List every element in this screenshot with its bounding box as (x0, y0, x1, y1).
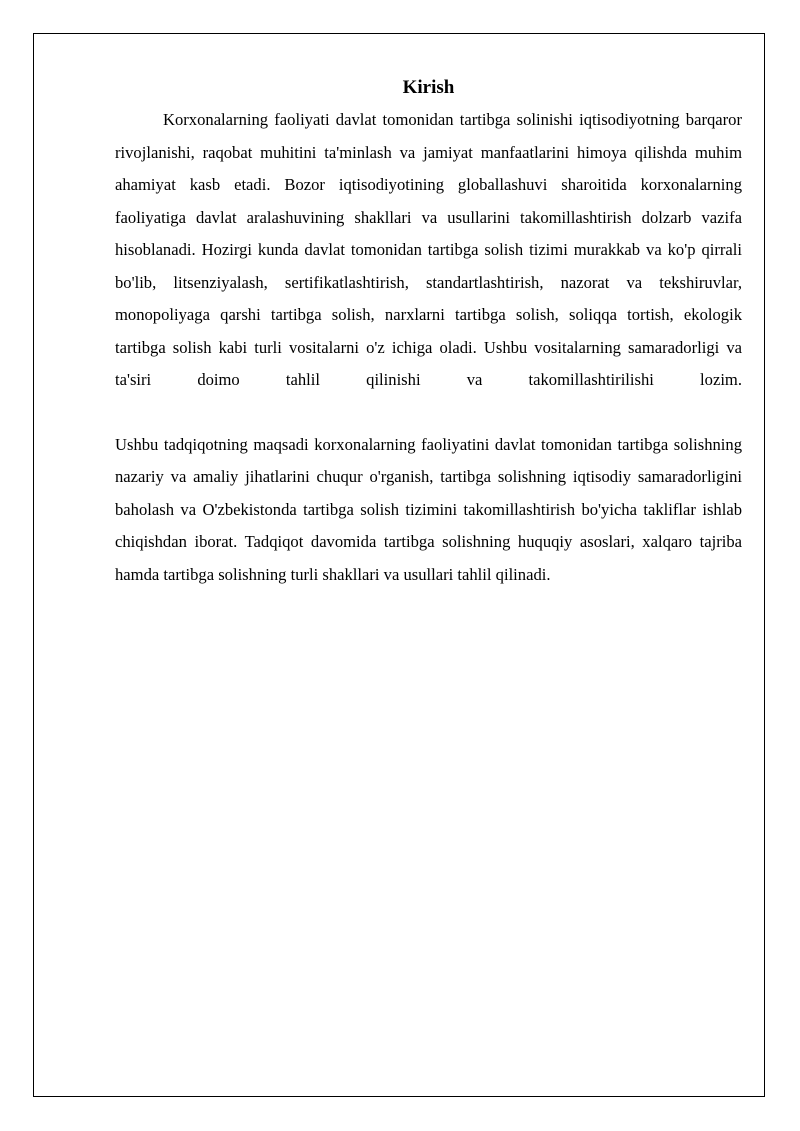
document-body (115, 72, 742, 591)
paragraph-gap (115, 397, 742, 429)
paragraph-intro: Korxonalarning faoliyati davlat tomonidan tartibga solinishi iqtisodiyotning barqaror rivojlanishi, raqobat muhitini ta'minlash va jamiyat manfaatlarini himoya qilishda muhim ahamiyat kasb etadi. Bozor iqtisodiyotining globallashuvi sharoitida korxonalarning faoliyatiga davlat aralashuvining shakllari va usullarini takomillashtirish dolzarb vazifa hisoblanadi. Hozirgi kunda davlat tomonidan tartibga solish tizimi murakkab va ko'p qirrali bo'lib, litsenziyalash, sertifikatlashtirish, standartlashtirish, nazorat va tekshiruvlar, monopoliyaga qarshi tartibga solish, narxlarni tartibga solish, soliqqa tortish, ekologik tartibga solish kabi turli vositalarni o'z ichiga oladi. Ushbu vositalarning samaradorligi va ta'siri doimo tahlil qilinishi va takomillashtirilishi lozim. (115, 110, 742, 389)
paragraph-aim: Ushbu tadqiqotning maqsadi korxonalarning faoliyatini davlat tomonidan tartibga solishning nazariy va amaliy jihatlarini chuqur o'rganish, tartibga solishning iqtisodiy samaradorligini baholash va O'zbekistonda tartibga solish tizimini takomillashtirish bo'yicha takliflar ishlab chiqishdan iborat. Tadqiqot davomida tartibga solishning huquqiy asoslari, xalqaro tajriba hamda tartibga solishning turli shakllari va usullari tahlil qilinadi. (115, 434, 742, 584)
document-title: Kirish (402, 77, 455, 98)
